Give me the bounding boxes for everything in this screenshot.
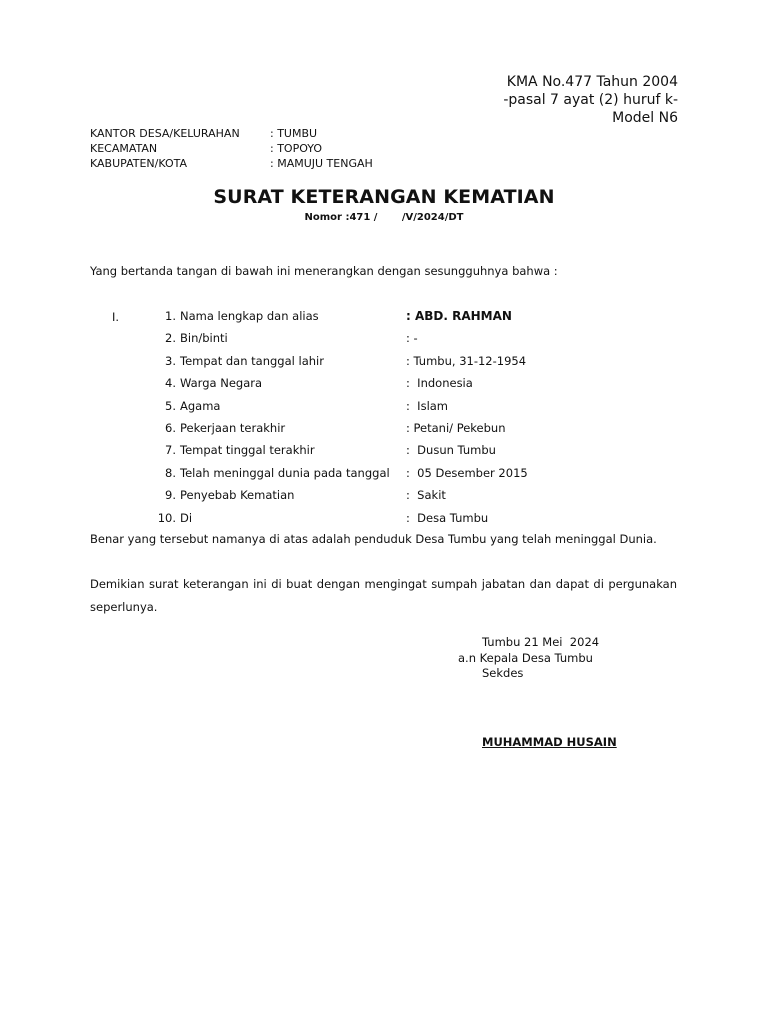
item-label: Tempat dan tanggal lahir — [180, 353, 324, 368]
item-value: : 05 Desember 2015 — [406, 465, 528, 480]
item-label: Nama lengkap dan alias — [180, 309, 319, 323]
item-number: 2. — [165, 331, 176, 346]
item-label: Pekerjaan terakhir — [180, 420, 286, 435]
item-value: : Sakit — [406, 488, 446, 503]
item-label: Tempat tinggal terakhir — [180, 443, 315, 458]
closing-paragraph: Demikian surat keterangan ini di buat dengan mengingat sumpah jabatan dan dapat di pergunakan seperlunya. — [90, 577, 677, 614]
office-value: : MAMUJU TENGAH — [270, 157, 373, 170]
item-value: : - — [406, 331, 418, 346]
signature-on-behalf: a.n Kepala Desa Tumbu — [458, 651, 593, 665]
reference-line-2: -pasal 7 ayat (2) huruf k- — [503, 92, 678, 108]
item-value: : Tumbu, 31-12-1954 — [406, 353, 527, 368]
item-value: : Islam — [406, 398, 449, 413]
item-value: : Desa Tumbu — [406, 510, 489, 525]
item-label: Bin/binti — [180, 331, 228, 346]
item-number: 8. — [165, 465, 176, 480]
intro-text: Yang bertanda tangan di bawah ini menerangkan dengan sesungguhnya bahwa : — [90, 264, 558, 278]
office-value: : TUMBU — [270, 127, 318, 140]
item-label: Agama — [180, 398, 221, 413]
item-number: 1. — [165, 309, 176, 323]
item-number: 4. — [165, 376, 176, 391]
office-row-kabupaten — [90, 156, 373, 171]
item-number: 3. — [165, 353, 176, 368]
item-number: 10. — [157, 510, 176, 525]
item-number: 9. — [165, 488, 176, 503]
signature-position: Sekdes — [482, 666, 524, 680]
item-value: : Dusun Tumbu — [406, 443, 496, 458]
office-row-kecamatan — [90, 141, 373, 156]
item-label: Di — [180, 510, 193, 525]
section-number: I. — [112, 310, 120, 324]
item-number: 7. — [165, 443, 176, 458]
item-label: Warga Negara — [180, 376, 263, 391]
item-label: Telah meninggal dunia pada tanggal — [180, 465, 390, 480]
item-number: 5. — [165, 398, 176, 413]
signatory-name: MUHAMMAD HUSAIN — [482, 735, 617, 749]
office-key: KABUPATEN/KOTA — [90, 157, 188, 170]
reference-block — [378, 73, 678, 127]
reference-line-1: KMA No.477 Tahun 2004 — [506, 74, 678, 90]
item-number: 6. — [165, 420, 176, 435]
office-value: : TOPOYO — [270, 142, 323, 155]
item-value: : Indonesia — [406, 376, 473, 391]
signature-place-date: Tumbu 21 Mei 2024 — [482, 635, 600, 649]
reference-line-3: Model N6 — [612, 110, 678, 126]
office-row-desa — [90, 126, 373, 141]
office-block — [90, 126, 373, 171]
document-number: Nomor :471 / /V/2024/DT — [304, 212, 464, 223]
item-value: : ABD. RAHMAN — [406, 309, 512, 323]
document-title: SURAT KETERANGAN KEMATIAN — [213, 186, 555, 208]
office-key: KECAMATAN — [90, 142, 158, 155]
office-key: KANTOR DESA/KELURAHAN — [90, 127, 240, 140]
statement-paragraph: Benar yang tersebut namanya di atas adalah penduduk Desa Tumbu yang telah meninggal Dunia. — [90, 532, 657, 546]
item-label: Penyebab Kematian — [180, 488, 295, 503]
item-value: : Petani/ Pekebun — [406, 420, 506, 435]
